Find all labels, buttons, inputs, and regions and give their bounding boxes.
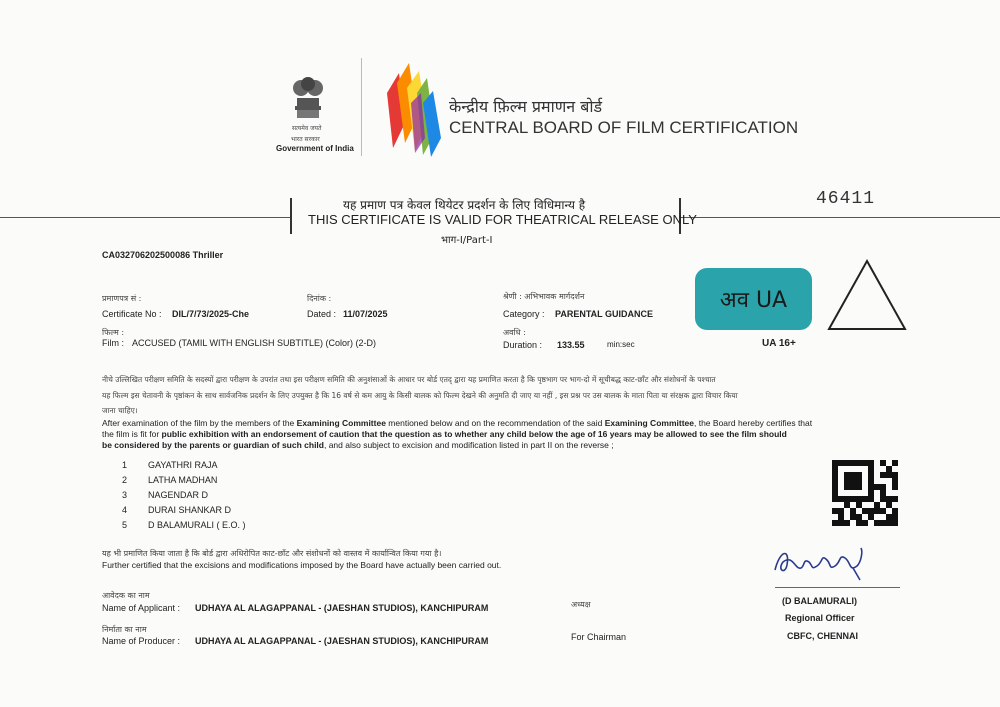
- applicant-hindi-label: आवेदक का नाम: [102, 591, 150, 600]
- category-label: Category :: [503, 309, 545, 319]
- certificate-no-value: DIL/7/73/2025-Che: [172, 309, 250, 319]
- duration-unit: min:sec: [607, 340, 635, 349]
- emblem-hindi-caption: भारत सरकार: [291, 136, 320, 143]
- applicant-label: Name of Applicant :: [102, 603, 181, 613]
- member-number-3: 3: [122, 490, 128, 500]
- for-chairman-label: For Chairman: [571, 632, 627, 642]
- signature-line: [775, 587, 900, 588]
- officer-name: (D BALAMURALI): [782, 596, 857, 606]
- cbfc-title: CENTRAL BOARD OF FILM CERTIFICATION: [449, 118, 799, 137]
- header-divider: [361, 58, 362, 156]
- film-hindi-label: फिल्म :: [102, 328, 125, 337]
- producer-hindi-label: निर्माता का नाम: [102, 625, 147, 634]
- member-name-4: DURAI SHANKAR D: [148, 505, 232, 515]
- member-number-4: 4: [122, 505, 128, 515]
- officer-office: CBFC, CHENNAI: [787, 631, 858, 641]
- member-name-1: GAYATHRI RAJA: [148, 460, 218, 470]
- hindi-certification-line-2: यह फिल्म इस चेतावनी के पृष्ठांकन के साथ सार्वजनिक प्रदर्शन के लिए उपयुक्त है कि 16 वर्ष से कम आयु के किसी बालक को फिल्म देखने की अनुमति दी जाए या नहीं , इस प्रश्न पर उस बालक के माता पिता या संरक्षक द्वारा विचार किया: [102, 391, 738, 400]
- officer-designation: Regional Officer: [785, 613, 855, 623]
- validity-notice-hindi: यह प्रमाण पत्र केवल थियेटर प्रदर्शन के लिए विधिमान्य है: [343, 198, 586, 212]
- certification-line-2: [102, 429, 787, 439]
- cert-text-3b: , and also subject to excision and modification listed in part II on the reverse ;: [323, 440, 614, 450]
- government-of-india-label: Government of India: [276, 144, 354, 153]
- certification-line-3: [102, 440, 614, 450]
- application-reference: CA032706202500086 Thriller: [102, 250, 224, 260]
- member-name-2: LATHA MADHAN: [148, 475, 218, 485]
- banner-line-right: [681, 217, 1000, 218]
- dated-value: 11/07/2025: [343, 309, 388, 319]
- cert-text-1d: Examining Committee: [604, 418, 694, 428]
- further-certified-hindi: यह भी प्रमाणित किया जाता है कि बोर्ड द्वारा अधिरोपित काट-छाँट और संशोधनों को वास्तव में कार्यान्वित किया गया है।: [102, 549, 442, 558]
- validity-notice: THIS CERTIFICATE IS VALID FOR THEATRICAL RELEASE ONLY: [308, 212, 697, 227]
- duration-hindi-label: अवधि :: [503, 328, 526, 337]
- member-number-1: 1: [122, 460, 128, 470]
- cert-text-1e: , the Board hereby certifies that: [694, 418, 813, 428]
- certification-line-1: [102, 418, 812, 428]
- rating-badge-text: अव UA: [719, 288, 788, 313]
- category-value: PARENTAL GUIDANCE: [555, 309, 654, 319]
- certificate-no-label: Certificate No :: [102, 309, 162, 319]
- further-certified: Further certified that the excisions and modifications imposed by the Board have actually been carried out.: [102, 560, 502, 570]
- certificate-no-hindi-label: प्रमाणपत्र सं :: [102, 294, 142, 303]
- hindi-certification-line-1: नीचे उल्लिखित परीक्षण समिति के सदस्यों द्वारा परीक्षण के उपरांत तथा इस परीक्षण समिति की अनुशंसाओं के आधार पर बोर्ड एतद् द्वारा यह प्रमाणित करता है कि पृष्ठभाग पर भाग-दो में सूचीबद्ध काट-छाँट और संशोधनों के पश्चात: [102, 375, 716, 384]
- producer-label: Name of Producer :: [102, 636, 181, 646]
- cert-text-1c: mentioned below and on the recommendation of the said: [385, 418, 605, 428]
- cbfc-logo: [387, 63, 441, 158]
- film-title: ACCUSED (TAMIL WITH ENGLISH SUBTITLE) (Color) (2-D): [132, 338, 377, 348]
- cert-text-3a: be considered by the parents or guardian of such child: [102, 440, 324, 450]
- officer-signature: [765, 540, 885, 585]
- banner-line-left: [0, 217, 290, 218]
- cbfc-title-hindi: केन्द्रीय फ़िल्म प्रमाणन बोर्ड: [449, 97, 603, 116]
- cert-text-1a: After examination of the film by the members of the: [102, 418, 297, 428]
- hindi-certification-line-3: जाना चाहिए।: [102, 406, 138, 415]
- dated-hindi-label: दिनांक :: [307, 294, 332, 303]
- rating-label: UA 16+: [762, 338, 796, 349]
- film-label: Film :: [102, 338, 124, 348]
- category-hindi: श्रेणी : अभिभावक मार्गदर्शन: [503, 292, 585, 301]
- cert-text-1b: Examining Committee: [296, 418, 386, 428]
- cert-text-2a: the film is fit for: [102, 429, 162, 439]
- producer-value: UDHAYA AL ALAGAPPANAL - (JAESHAN STUDIOS), KANCHIPURAM: [195, 636, 489, 646]
- duration-value: 133.55: [557, 340, 585, 350]
- member-name-5: D BALAMURALI ( E.O. ): [148, 520, 246, 530]
- duration-label: Duration :: [503, 340, 543, 350]
- rating-badge: [695, 268, 812, 330]
- dated-label: Dated :: [307, 309, 337, 319]
- serial-number: 46411: [816, 189, 876, 209]
- rating-triangle-icon: [826, 258, 908, 332]
- member-number-2: 2: [122, 475, 128, 485]
- cert-text-2b: public exhibition with an endorsement of caution that the question as to whether any child below the age of 16 years may be allowed to see the film should: [161, 429, 787, 439]
- member-number-5: 5: [122, 520, 128, 530]
- chairman-hindi-label: अध्यक्ष: [571, 600, 591, 609]
- applicant-value: UDHAYA AL ALAGAPPANAL - (JAESHAN STUDIOS), KANCHIPURAM: [195, 603, 489, 613]
- banner-bracket-left: [290, 198, 292, 234]
- emblem-motto: सत्यमेव जयते: [292, 125, 322, 132]
- member-name-3: NAGENDAR D: [148, 490, 209, 500]
- part-label: भाग-I/Part-I: [441, 235, 493, 246]
- qr-code: [832, 460, 898, 526]
